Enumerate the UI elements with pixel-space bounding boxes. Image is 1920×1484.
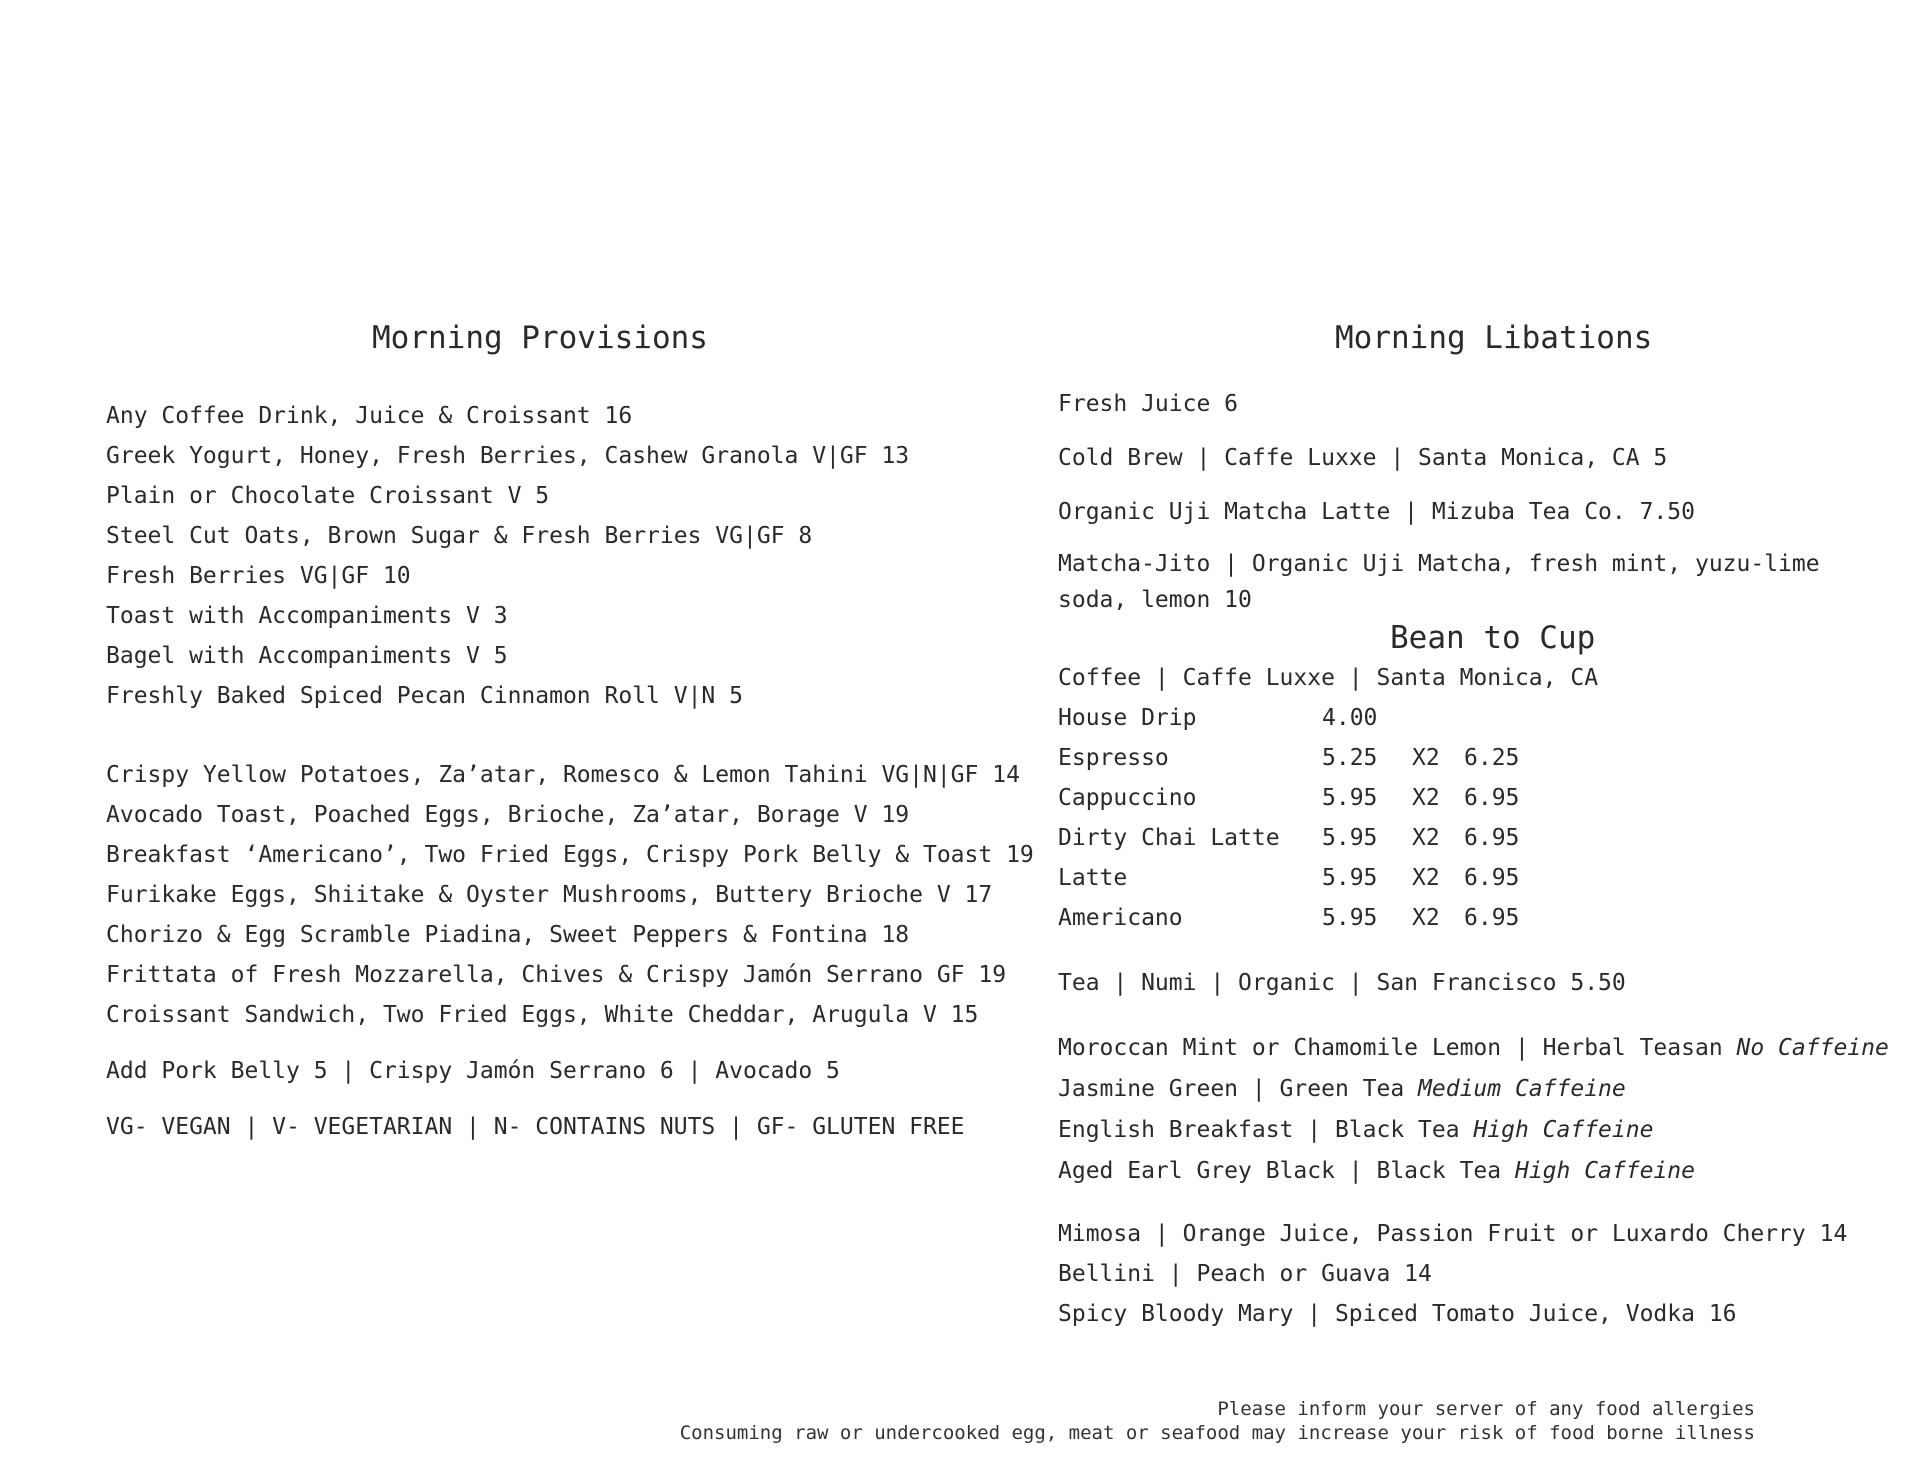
section-title-bean-to-cup: Bean to Cup: [1390, 620, 1596, 656]
drink-name: Cappuccino: [1058, 785, 1197, 811]
tea-list: [1058, 1028, 1908, 1192]
double-label: X2: [1412, 785, 1440, 811]
double-label: X2: [1412, 825, 1440, 851]
double-price: 6.95: [1464, 785, 1520, 811]
double-price: 6.95: [1464, 865, 1520, 891]
single-price: 5.25: [1322, 745, 1378, 771]
menu-item-matcha-jito: Matcha-Jito | Organic Uji Matcha, fresh mint, yuzu-lime soda, lemon 10: [1058, 551, 1820, 613]
menu-item: Mimosa | Orange Juice, Passion Fruit or Luxardo Cherry 14: [1058, 1221, 1848, 1247]
menu-item: Plain or Chocolate Croissant V 5: [106, 483, 550, 509]
menu-item: Greek Yogurt, Honey, Fresh Berries, Cashew Granola V|GF 13: [106, 443, 910, 469]
menu-item: Freshly Baked Spiced Pecan Cinnamon Roll V|N 5: [106, 683, 743, 709]
coffee-header: Coffee | Caffe Luxxe | Santa Monica, CA: [1058, 665, 1599, 691]
drink-name: Espresso: [1058, 745, 1169, 771]
price-row: [1058, 738, 1908, 778]
drink-name: Americano: [1058, 905, 1183, 931]
menu-item-fresh-juice: Fresh Juice 6: [1058, 391, 1239, 417]
footer-allergy-notice: Please inform your server of any food allergies: [1217, 1398, 1755, 1420]
double-label: [1412, 698, 1464, 738]
menu-item: Bellini | Peach or Guava 14: [1058, 1261, 1432, 1287]
single-price: 5.95: [1322, 865, 1378, 891]
drink-name: Dirty Chai Latte: [1058, 825, 1280, 851]
tea-name: English Breakfast | Black Tea: [1058, 1117, 1474, 1143]
price-row: [1058, 698, 1908, 738]
double-label: X2: [1412, 745, 1440, 771]
menu-item: Chorizo & Egg Scramble Piadina, Sweet Peppers & Fontina 18: [106, 922, 910, 948]
tea-name: Aged Earl Grey Black | Black Tea: [1058, 1158, 1515, 1184]
menu-item: Steel Cut Oats, Brown Sugar & Fresh Berries VG|GF 8: [106, 523, 813, 549]
menu-item: Toast with Accompaniments V 3: [106, 603, 508, 629]
price-row: [1058, 778, 1908, 818]
double-price: [1464, 698, 1534, 738]
price-row: [1058, 818, 1908, 858]
menu-item: Any Coffee Drink, Juice & Croissant 16: [106, 403, 633, 429]
menu-item: Crispy Yellow Potatoes, Za’atar, Romesco & Lemon Tahini VG|N|GF 14: [106, 762, 1020, 788]
menu-item-cold-brew: Cold Brew | Caffe Luxxe | Santa Monica, CA 5: [1058, 445, 1668, 471]
price-row: [1058, 858, 1908, 898]
tea-header: Tea | Numi | Organic | San Francisco 5.50: [1058, 970, 1626, 996]
caffeine-note: High Caffeine: [1514, 1158, 1695, 1184]
menu-item: Frittata of Fresh Mozzarella, Chives & Crispy Jamón Serrano GF 19: [106, 962, 1007, 988]
provisions-group-1: [106, 396, 1006, 716]
single-price: 5.95: [1322, 785, 1378, 811]
double-label: X2: [1412, 905, 1440, 931]
tea-item: [1058, 1110, 1908, 1151]
allergy-footer: [680, 1397, 1755, 1445]
tea-item: [1058, 1069, 1908, 1110]
section-title-libations: Morning Libations: [1335, 320, 1653, 356]
double-price: 6.95: [1464, 905, 1520, 931]
double-label: X2: [1412, 865, 1440, 891]
single-price: 4.00: [1322, 705, 1378, 731]
menu-item: Croissant Sandwich, Two Fried Eggs, White Cheddar, Arugula V 15: [106, 1002, 979, 1028]
add-ons: Add Pork Belly 5 | Crispy Jamón Serrano 6 | Avocado 5: [106, 1058, 840, 1084]
caffeine-note: Medium Caffeine: [1418, 1076, 1626, 1102]
dietary-legend: VG- VEGAN | V- VEGETARIAN | N- CONTAINS NUTS | GF- GLUTEN FREE: [106, 1114, 965, 1140]
single-price: 5.95: [1322, 825, 1378, 851]
morning-provisions-section: [106, 320, 1034, 1147]
menu-item: Fresh Berries VG|GF 10: [106, 563, 411, 589]
tea-name: Moroccan Mint or Chamomile Lemon | Herbal Teasan: [1058, 1035, 1737, 1061]
section-title-provisions: Morning Provisions: [372, 320, 708, 356]
morning-libations-section: [1058, 320, 1908, 1334]
menu-item: Avocado Toast, Poached Eggs, Brioche, Za’atar, Borage V 19: [106, 802, 910, 828]
menu-item: Bagel with Accompaniments V 5: [106, 643, 508, 669]
drink-name: Latte: [1058, 865, 1128, 891]
menu-item: Furikake Eggs, Shiitake & Oyster Mushrooms, Buttery Brioche V 17: [106, 882, 993, 908]
double-price: 6.25: [1464, 745, 1520, 771]
tea-item: [1058, 1151, 1908, 1192]
menu-item: Breakfast ‘Americano’, Two Fried Eggs, Crispy Pork Belly & Toast 19: [106, 842, 1034, 868]
tea-item: [1058, 1028, 1908, 1069]
cocktail-list: [1058, 1214, 1908, 1334]
footer-consumption-warning: Consuming raw or undercooked egg, meat or seafood may increase your risk of food borne illness: [679, 1422, 1755, 1444]
drink-name: House Drip: [1058, 705, 1197, 731]
caffeine-note: No Caffeine: [1736, 1035, 1889, 1061]
single-price: 5.95: [1322, 905, 1378, 931]
price-row: [1058, 898, 1908, 938]
provisions-group-2: [106, 755, 1034, 1035]
caffeine-note: High Caffeine: [1473, 1117, 1654, 1143]
tea-name: Jasmine Green | Green Tea: [1058, 1076, 1419, 1102]
double-price: 6.95: [1464, 825, 1520, 851]
menu-item-matcha-latte: Organic Uji Matcha Latte | Mizuba Tea Co. 7.50: [1058, 499, 1695, 525]
menu-item: Spicy Bloody Mary | Spiced Tomato Juice, Vodka 16: [1058, 1301, 1737, 1327]
coffee-price-table: [1058, 698, 1908, 938]
